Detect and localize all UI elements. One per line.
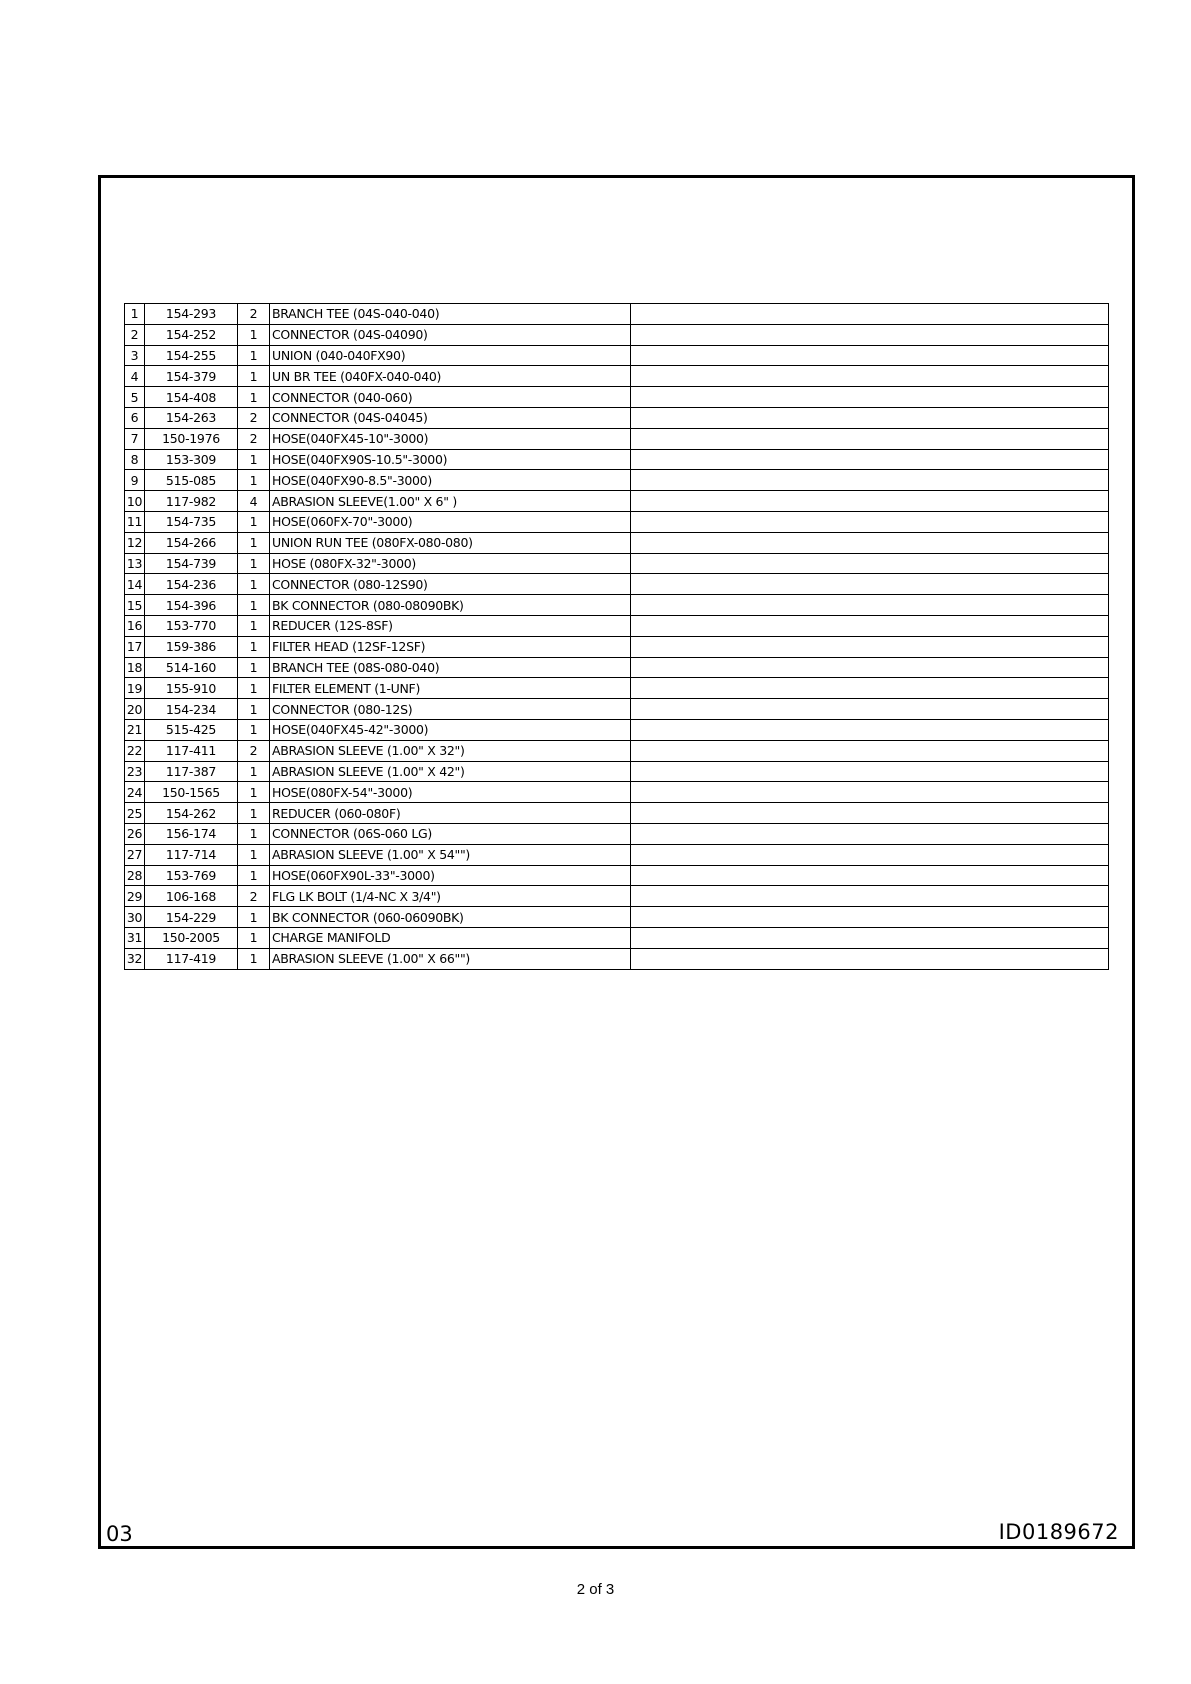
drawing-id: ID0189672: [998, 1520, 1119, 1544]
description-cell: UN BR TEE (040FX-040-040): [270, 366, 631, 387]
description-cell: HOSE (080FX-32"-3000): [270, 553, 631, 574]
quantity-cell: 1: [238, 470, 270, 491]
description-cell: FILTER ELEMENT (1-UNF): [270, 678, 631, 699]
description-cell: UNION (040-040FX90): [270, 345, 631, 366]
item-number-cell: 32: [125, 948, 145, 969]
quantity-cell: 1: [238, 366, 270, 387]
item-number-cell: 25: [125, 803, 145, 824]
table-row: [125, 324, 1109, 345]
description-cell: HOSE(040FX90S-10.5"-3000): [270, 449, 631, 470]
notes-cell: [631, 657, 1109, 678]
item-number-cell: 1: [125, 304, 145, 325]
item-number-cell: 27: [125, 844, 145, 865]
page-number: 2 of 3: [576, 1581, 615, 1598]
table-row: [125, 553, 1109, 574]
table-row: [125, 636, 1109, 657]
description-cell: HOSE(060FX-70"-3000): [270, 511, 631, 532]
description-cell: FILTER HEAD (12SF-12SF): [270, 636, 631, 657]
description-cell: HOSE(080FX-54"-3000): [270, 782, 631, 803]
quantity-cell: 2: [238, 304, 270, 325]
table-row: [125, 865, 1109, 886]
notes-cell: [631, 782, 1109, 803]
notes-cell: [631, 366, 1109, 387]
part-number-cell: 153-769: [145, 865, 238, 886]
notes-cell: [631, 678, 1109, 699]
quantity-cell: 1: [238, 511, 270, 532]
description-cell: ABRASION SLEEVE (1.00" X 54""): [270, 844, 631, 865]
table-row: [125, 532, 1109, 553]
notes-cell: [631, 865, 1109, 886]
notes-cell: [631, 491, 1109, 512]
revision-code: 03: [106, 1522, 133, 1546]
quantity-cell: 1: [238, 574, 270, 595]
notes-cell: [631, 907, 1109, 928]
table-row: [125, 304, 1109, 325]
quantity-cell: 1: [238, 449, 270, 470]
quantity-cell: 1: [238, 387, 270, 408]
item-number-cell: 28: [125, 865, 145, 886]
quantity-cell: 2: [238, 740, 270, 761]
notes-cell: [631, 844, 1109, 865]
notes-cell: [631, 345, 1109, 366]
part-number-cell: 154-252: [145, 324, 238, 345]
description-cell: CONNECTOR (06S-060 LG): [270, 823, 631, 844]
part-number-cell: 117-982: [145, 491, 238, 512]
quantity-cell: 1: [238, 927, 270, 948]
item-number-cell: 7: [125, 428, 145, 449]
item-number-cell: 6: [125, 407, 145, 428]
quantity-cell: 1: [238, 907, 270, 928]
item-number-cell: 13: [125, 553, 145, 574]
description-cell: UNION RUN TEE (080FX-080-080): [270, 532, 631, 553]
description-cell: CONNECTOR (040-060): [270, 387, 631, 408]
part-number-cell: 117-387: [145, 761, 238, 782]
part-number-cell: 154-236: [145, 574, 238, 595]
quantity-cell: 1: [238, 678, 270, 699]
description-cell: BRANCH TEE (08S-080-040): [270, 657, 631, 678]
quantity-cell: 1: [238, 948, 270, 969]
quantity-cell: 1: [238, 636, 270, 657]
table-row: [125, 615, 1109, 636]
item-number-cell: 20: [125, 699, 145, 720]
part-number-cell: 154-396: [145, 595, 238, 616]
table-row: [125, 387, 1109, 408]
item-number-cell: 12: [125, 532, 145, 553]
part-number-cell: 117-419: [145, 948, 238, 969]
table-row: [125, 366, 1109, 387]
item-number-cell: 19: [125, 678, 145, 699]
notes-cell: [631, 304, 1109, 325]
part-number-cell: 156-174: [145, 823, 238, 844]
notes-cell: [631, 470, 1109, 491]
quantity-cell: 1: [238, 553, 270, 574]
table-row: [125, 407, 1109, 428]
description-cell: CONNECTOR (080-12S90): [270, 574, 631, 595]
part-number-cell: 154-735: [145, 511, 238, 532]
quantity-cell: 1: [238, 699, 270, 720]
part-number-cell: 154-293: [145, 304, 238, 325]
quantity-cell: 1: [238, 532, 270, 553]
quantity-cell: 1: [238, 345, 270, 366]
notes-cell: [631, 511, 1109, 532]
description-cell: CHARGE MANIFOLD: [270, 927, 631, 948]
quantity-cell: 1: [238, 782, 270, 803]
item-number-cell: 17: [125, 636, 145, 657]
description-cell: HOSE(040FX45-10"-3000): [270, 428, 631, 449]
description-cell: BK CONNECTOR (080-08090BK): [270, 595, 631, 616]
notes-cell: [631, 740, 1109, 761]
quantity-cell: 1: [238, 803, 270, 824]
part-number-cell: 515-085: [145, 470, 238, 491]
item-number-cell: 4: [125, 366, 145, 387]
item-number-cell: 16: [125, 615, 145, 636]
notes-cell: [631, 886, 1109, 907]
table-row: [125, 595, 1109, 616]
quantity-cell: 2: [238, 886, 270, 907]
description-cell: CONNECTOR (04S-04045): [270, 407, 631, 428]
notes-cell: [631, 823, 1109, 844]
part-number-cell: 154-379: [145, 366, 238, 387]
part-number-cell: 153-309: [145, 449, 238, 470]
table-row: [125, 907, 1109, 928]
notes-cell: [631, 387, 1109, 408]
table-row: [125, 948, 1109, 969]
table-row: [125, 657, 1109, 678]
item-number-cell: 30: [125, 907, 145, 928]
quantity-cell: 4: [238, 491, 270, 512]
part-number-cell: 154-266: [145, 532, 238, 553]
description-cell: ABRASION SLEEVE (1.00" X 42"): [270, 761, 631, 782]
item-number-cell: 21: [125, 719, 145, 740]
notes-cell: [631, 615, 1109, 636]
description-cell: BRANCH TEE (04S-040-040): [270, 304, 631, 325]
part-number-cell: 154-229: [145, 907, 238, 928]
item-number-cell: 29: [125, 886, 145, 907]
parts-list-table: [124, 303, 1109, 970]
part-number-cell: 159-386: [145, 636, 238, 657]
table-row: [125, 719, 1109, 740]
part-number-cell: 515-425: [145, 719, 238, 740]
description-cell: CONNECTOR (080-12S): [270, 699, 631, 720]
quantity-cell: 1: [238, 761, 270, 782]
description-cell: HOSE(040FX90-8.5"-3000): [270, 470, 631, 491]
table-row: [125, 844, 1109, 865]
quantity-cell: 1: [238, 657, 270, 678]
notes-cell: [631, 574, 1109, 595]
quantity-cell: 2: [238, 407, 270, 428]
notes-cell: [631, 803, 1109, 824]
description-cell: REDUCER (12S-8SF): [270, 615, 631, 636]
part-number-cell: 514-160: [145, 657, 238, 678]
table-row: [125, 886, 1109, 907]
notes-cell: [631, 532, 1109, 553]
quantity-cell: 2: [238, 428, 270, 449]
part-number-cell: 154-262: [145, 803, 238, 824]
item-number-cell: 3: [125, 345, 145, 366]
table-row: [125, 740, 1109, 761]
table-row: [125, 511, 1109, 532]
quantity-cell: 1: [238, 324, 270, 345]
item-number-cell: 10: [125, 491, 145, 512]
description-cell: BK CONNECTOR (060-06090BK): [270, 907, 631, 928]
item-number-cell: 15: [125, 595, 145, 616]
notes-cell: [631, 699, 1109, 720]
part-number-cell: 150-2005: [145, 927, 238, 948]
notes-cell: [631, 948, 1109, 969]
item-number-cell: 5: [125, 387, 145, 408]
part-number-cell: 154-739: [145, 553, 238, 574]
quantity-cell: 1: [238, 719, 270, 740]
item-number-cell: 9: [125, 470, 145, 491]
item-number-cell: 31: [125, 927, 145, 948]
table-row: [125, 782, 1109, 803]
part-number-cell: 117-411: [145, 740, 238, 761]
table-row: [125, 574, 1109, 595]
notes-cell: [631, 428, 1109, 449]
table-row: [125, 823, 1109, 844]
table-row: [125, 470, 1109, 491]
item-number-cell: 26: [125, 823, 145, 844]
table-row: [125, 927, 1109, 948]
notes-cell: [631, 636, 1109, 657]
quantity-cell: 1: [238, 615, 270, 636]
table-row: [125, 491, 1109, 512]
quantity-cell: 1: [238, 823, 270, 844]
description-cell: FLG LK BOLT (1/4-NC X 3/4"): [270, 886, 631, 907]
description-cell: CONNECTOR (04S-04090): [270, 324, 631, 345]
table-row: [125, 803, 1109, 824]
part-number-cell: 106-168: [145, 886, 238, 907]
part-number-cell: 154-234: [145, 699, 238, 720]
part-number-cell: 154-408: [145, 387, 238, 408]
notes-cell: [631, 407, 1109, 428]
notes-cell: [631, 324, 1109, 345]
item-number-cell: 14: [125, 574, 145, 595]
quantity-cell: 1: [238, 865, 270, 886]
item-number-cell: 2: [125, 324, 145, 345]
description-cell: ABRASION SLEEVE (1.00" X 66""): [270, 948, 631, 969]
part-number-cell: 150-1976: [145, 428, 238, 449]
table-row: [125, 678, 1109, 699]
item-number-cell: 18: [125, 657, 145, 678]
part-number-cell: 153-770: [145, 615, 238, 636]
quantity-cell: 1: [238, 595, 270, 616]
description-cell: ABRASION SLEEVE(1.00" X 6" ): [270, 491, 631, 512]
table-row: [125, 761, 1109, 782]
item-number-cell: 23: [125, 761, 145, 782]
notes-cell: [631, 449, 1109, 470]
part-number-cell: 155-910: [145, 678, 238, 699]
table-row: [125, 428, 1109, 449]
table-row: [125, 699, 1109, 720]
description-cell: HOSE(040FX45-42"-3000): [270, 719, 631, 740]
description-cell: HOSE(060FX90L-33"-3000): [270, 865, 631, 886]
notes-cell: [631, 927, 1109, 948]
item-number-cell: 11: [125, 511, 145, 532]
part-number-cell: 154-255: [145, 345, 238, 366]
part-number-cell: 117-714: [145, 844, 238, 865]
table-row: [125, 449, 1109, 470]
table-row: [125, 345, 1109, 366]
notes-cell: [631, 719, 1109, 740]
notes-cell: [631, 553, 1109, 574]
part-number-cell: 154-263: [145, 407, 238, 428]
notes-cell: [631, 761, 1109, 782]
notes-cell: [631, 595, 1109, 616]
parts-list-body: [125, 304, 1109, 970]
part-number-cell: 150-1565: [145, 782, 238, 803]
item-number-cell: 24: [125, 782, 145, 803]
item-number-cell: 8: [125, 449, 145, 470]
description-cell: REDUCER (060-080F): [270, 803, 631, 824]
quantity-cell: 1: [238, 844, 270, 865]
item-number-cell: 22: [125, 740, 145, 761]
description-cell: ABRASION SLEEVE (1.00" X 32"): [270, 740, 631, 761]
